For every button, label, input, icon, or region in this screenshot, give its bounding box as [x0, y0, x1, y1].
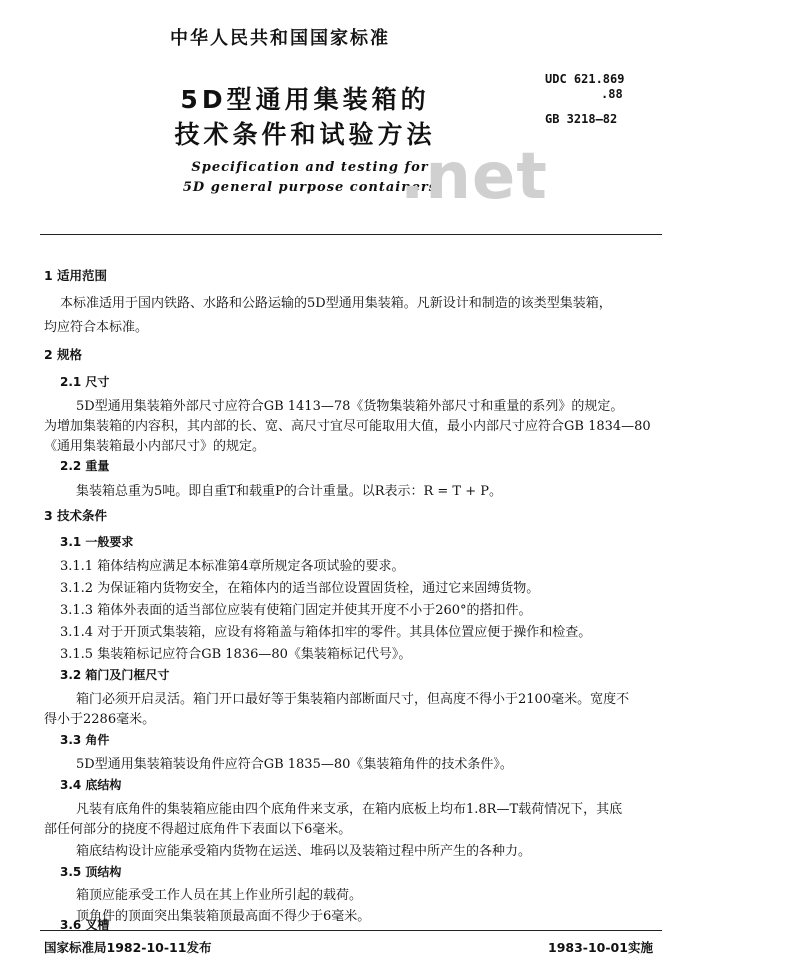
- section-3-2-heading: 3.2 箱门及门框尺寸: [60, 668, 170, 682]
- section-3-4-heading: 3.4 底结构: [60, 778, 122, 792]
- title-cn-line2: 技术条件和试验方法: [174, 120, 436, 149]
- title-en-line1: Specification and testing for: [191, 160, 429, 175]
- header-divider: [40, 234, 662, 235]
- section-2-1-heading: 2.1 尺寸: [60, 375, 110, 389]
- section-3-3-line1: 5D型通用集装箱装设角件应符合GB 1835—80《集装箱角件的技术条件》。: [76, 757, 513, 772]
- section-3-1-4: 3.1.4 对于开顶式集装箱，应设有将箱盖与箱体扣牢的零件。其具体位置应便于操作和检查。: [60, 625, 592, 640]
- section-1-heading: 1 适用范围: [44, 268, 108, 283]
- section-3-4-line3: 箱底结构设计应能承受箱内货物在运送、堆码以及装箱过程中所产生的各种力。: [76, 844, 532, 859]
- section-3-1-2: 3.1.2 为保证箱内货物安全，在箱体内的适当部位设置固货栓，通过它来固缚货物。: [60, 581, 540, 596]
- footer-divider: [40, 930, 662, 931]
- udc-line1: UDC 621.869: [545, 72, 625, 86]
- country-standard-header: 中华人民共和国国家标准: [170, 28, 390, 49]
- section-3-4-line2: 部任何部分的挠度不得超过底角件下表面以下6毫米。: [44, 822, 352, 837]
- section-1-paragraph-line1: 本标准适用于国内铁路、水路和公路运输的5D型通用集装箱。凡新设计和制造的该类型集装箱，: [60, 296, 612, 311]
- section-2-1-line1: 5D型通用集装箱外部尺寸应符合GB 1413—78《货物集装箱外部尺寸和重量的系列》的规定。: [76, 399, 624, 414]
- section-2-1-line3: 《通用集装箱最小内部尺寸》的规定。: [44, 439, 266, 454]
- section-2-1-line2: 为增加集装箱的内容积，其内部的长、宽、高尺寸宜尽可能取用大值，最小内部尺寸应符合GB 1834—80: [44, 419, 651, 434]
- udc-code: [545, 72, 624, 102]
- title-cn-line1: 5D型通用集装箱的: [180, 85, 430, 114]
- watermark: .net: [400, 140, 548, 214]
- section-3-1-1: 3.1.1 箱体结构应满足本标准第4章所规定各项试验的要求。: [60, 559, 405, 574]
- section-3-5-line1: 箱顶应能承受工作人员在其上作业所引起的载荷。: [76, 888, 363, 903]
- section-3-1-5: 3.1.5 集装箱标记应符合GB 1836—80《集装箱标记代号》。: [60, 647, 412, 662]
- section-1-paragraph-line2: 均应符合本标准。: [44, 320, 149, 335]
- section-3-5-heading: 3.5 顶结构: [60, 865, 122, 879]
- title-en-line2: 5D general purpose containers: [182, 180, 438, 195]
- effective-date: 1983-10-01实施: [548, 940, 653, 955]
- section-2-2-line1: 集装箱总重为5吨。即自重T和载重P的合计重量。以R表示：R = T + P。: [76, 484, 502, 499]
- section-3-2-line2: 得小于2286毫米。: [44, 712, 156, 727]
- udc-line2: .88: [601, 87, 623, 101]
- section-3-3-heading: 3.3 角件: [60, 733, 110, 747]
- section-3-1-3: 3.1.3 箱体外表面的适当部位应装有使箱门固定并使其开度不小于260°的搭扣件。: [60, 603, 532, 618]
- gb-number: GB 3218—82: [545, 112, 618, 126]
- section-3-1-heading: 3.1 一般要求: [60, 535, 134, 549]
- section-3-5-line2: 顶角件的顶面突出集装箱顶最高面不得少于6毫米。: [76, 909, 371, 924]
- section-2-2-heading: 2.2 重量: [60, 459, 110, 473]
- section-3-6-heading: 3.6 叉槽: [60, 918, 110, 932]
- section-2-heading: 2 规格: [44, 347, 83, 362]
- section-3-2-line1: 箱门必须开启灵活。箱门开口最好等于集装箱内部断面尺寸，但高度不得小于2100毫米。宽度不: [76, 692, 630, 707]
- issued-date: 国家标准局1982-10-11发布: [44, 940, 212, 955]
- section-3-heading: 3 技术条件: [44, 508, 108, 523]
- section-3-4-line1: 凡装有底角件的集装箱应能由四个底角件来支承，在箱内底板上均布1.8R—T载荷情况下，其底: [76, 802, 623, 817]
